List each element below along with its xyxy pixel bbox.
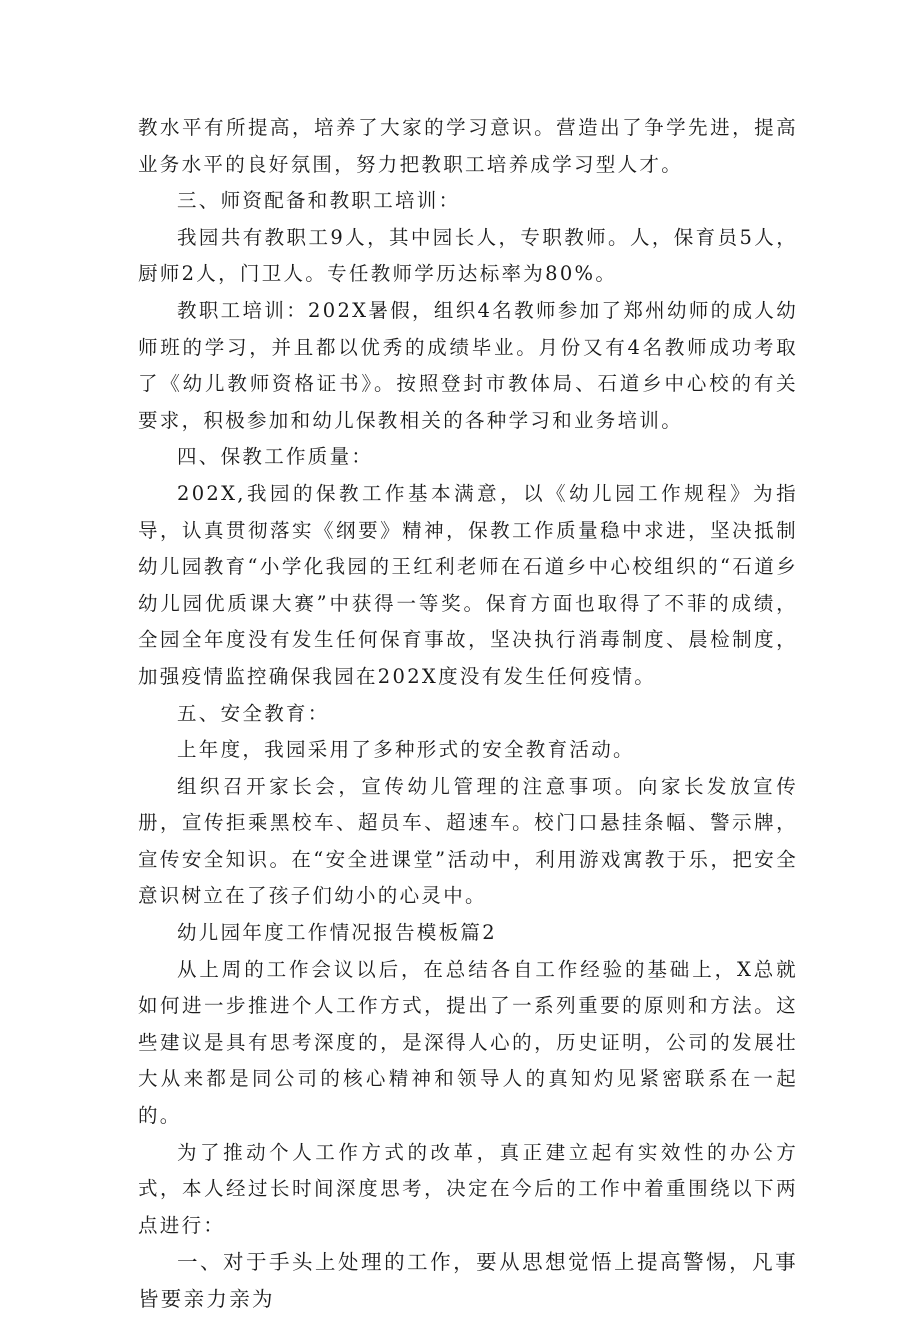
paragraph: 一、对于手头上处理的工作，要从思想觉悟上提高警惕，凡事皆要亲力亲为 xyxy=(138,1250,798,1311)
section-heading-5: 五、安全教育： xyxy=(177,701,330,725)
paragraph-continuation: 教水平有所提高，培养了大家的学习意识。营造出了争学先进，提高业务水平的良好氛围，努力把教职工培养成学习型人才。 xyxy=(138,116,798,176)
paragraph: 202X,我园的保教工作基本满意，以《幼儿园工作规程》为指导，认真贯彻落实《纲要》精神，保教工作质量稳中求进，坚决抵制幼儿园教育“小学化我园的王红利老师在石道乡中心校组织的“石道乡幼儿园优质课大赛”中获得一等奖。保育方面也取得了不菲的成绩，全园全年度没有发生任何保育事故，坚决执行消毒制度、晨检制度，加强疫情监控确保我园在202X度没有发生任何疫情。 xyxy=(138,481,798,688)
paragraph: 为了推动个人工作方式的改革，真正建立起有实效性的办公方式，本人经过长时间深度思考，决定在今后的工作中着重围绕以下两点进行： xyxy=(138,1140,798,1237)
document-body xyxy=(138,110,798,1318)
paragraph: 教职工培训：202X暑假，组织4名教师参加了郑州幼师的成人幼师班的学习，并且都以优秀的成绩毕业。月份又有4名教师成功考取了《幼儿教师资格证书》。按照登封市教体局、石道乡中心校的有关要求，积极参加和幼儿保教相关的各种学习和业务培训。 xyxy=(138,298,798,432)
section-heading-3: 三、师资配备和教职工培训： xyxy=(177,189,461,213)
section-heading-4: 四、保教工作质量： xyxy=(177,445,374,469)
paragraph: 组织召开家长会，宣传幼儿管理的注意事项。向家长发放宣传册，宣传拒乘黑校车、超员车、超速车。校门口悬挂条幅、警示牌，宣传安全知识。在“安全进课堂”活动中，利用游戏寓教于乐，把安全意识树立在了孩子们幼小的心灵中。 xyxy=(138,774,798,908)
document-subtitle: 幼儿园年度工作情况报告模板篇2 xyxy=(177,921,497,945)
paragraph: 上年度，我园采用了多种形式的安全教育活动。 xyxy=(177,738,635,762)
paragraph: 从上周的工作会议以后，在总结各自工作经验的基础上，X总就如何进一步推进个人工作方式，提出了一系列重要的原则和方法。这些建议是具有思考深度的，是深得人心的，历史证明，公司的发展壮大从来都是同公司的核心精神和领导人的真知灼见紧密联系在一起的。 xyxy=(138,957,798,1128)
paragraph: 我园共有教职工9人，其中园长人，专职教师。人，保育员5人，厨师2人，门卫人。专任教师学历达标率为80%。 xyxy=(138,225,798,286)
